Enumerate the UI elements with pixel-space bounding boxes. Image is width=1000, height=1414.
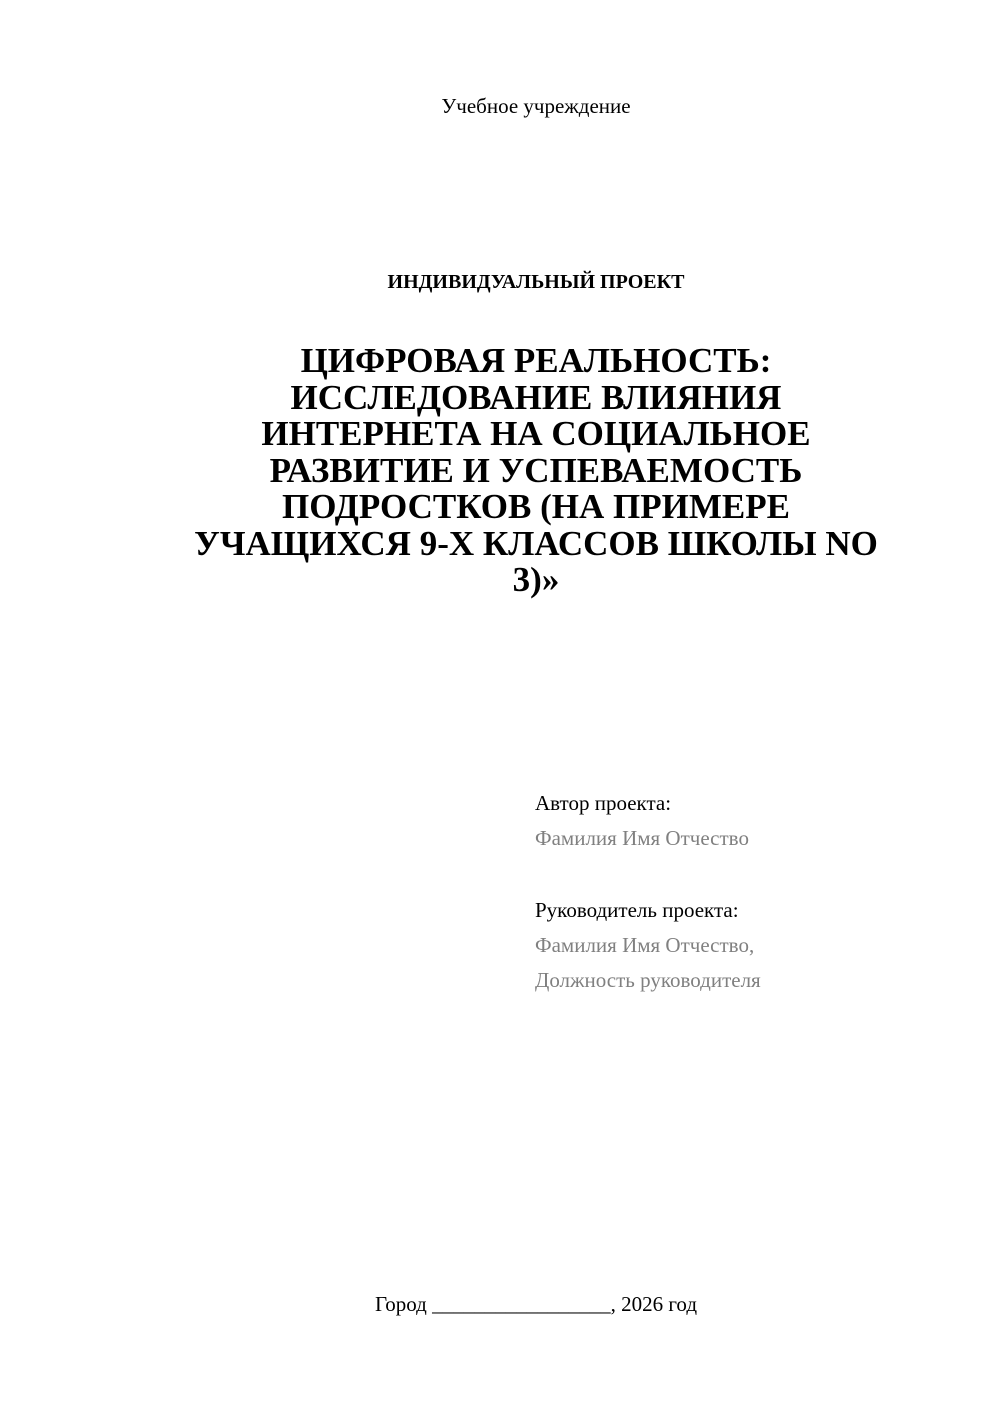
institution-name: Учебное учреждение (441, 94, 631, 118)
title-line: ЦИФРОВАЯ РЕАЛЬНОСТЬ: (300, 341, 772, 380)
title-line: ПОДРОСТКОВ (НА ПРИМЕРЕ (282, 487, 790, 526)
supervisor-position: Должность руководителя (535, 968, 761, 992)
city-year-line: Город _________________, 2026 год (374, 1292, 698, 1316)
supervisor-label: Руководитель проекта: (535, 898, 739, 922)
author-block (535, 786, 749, 856)
author-name: Фамилия Имя Отчество (535, 826, 749, 850)
title-line: РАЗВИТИЕ И УСПЕВАЕМОСТЬ (269, 450, 803, 490)
project-title (160, 343, 912, 599)
document-type: ИНДИВИДУАЛЬНЫЙ ПРОЕКТ (387, 271, 685, 293)
supervisor-name: Фамилия Имя Отчество, (535, 933, 755, 957)
supervisor-block (535, 893, 761, 998)
title-line: УЧАЩИХСЯ 9-Х КЛАССОВ ШКОЛЫ NO (194, 523, 878, 563)
author-label: Автор проекта: (535, 791, 672, 815)
title-line: ИНТЕРНЕТА НА СОЦИАЛЬНОЕ (261, 414, 811, 453)
title-line: ИССЛЕДОВАНИЕ ВЛИЯНИЯ (290, 377, 782, 417)
title-line: 3)» (512, 560, 560, 599)
